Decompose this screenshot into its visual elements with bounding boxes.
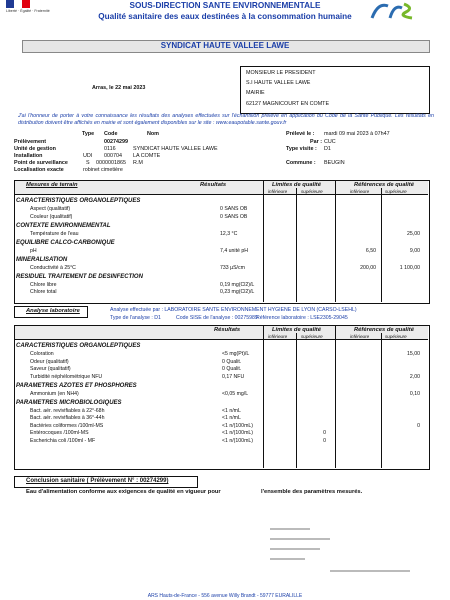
header-line-2: Qualité sanitaire des eaux destinées à la consommation humaine [98,12,352,21]
prelevement-value: 00274299 [104,139,128,145]
signature-block [270,520,420,576]
labo-col-resultats: Résultats [214,327,241,333]
terrain-sub-inf-1: inférieure [268,189,288,194]
labo-line-1: Analyse effectuée par : LABORATOIRE SANTE ENVIRONNEMENT HYGIENE DE LYON (CARSO-LSEHL) [110,307,357,313]
recipient-line-3: MAIRIE [246,90,265,96]
terrain-col-references: Références de qualité [354,182,414,188]
terrain-row-result: 7,4 unité pH [220,247,248,254]
labo-title: Analyse laboratoire [26,308,80,314]
terrain-row-result: 0 SANS OB [220,213,248,220]
terrain-row-result: 733 µS/cm [220,264,245,271]
labo-line-2c: Référence laboratoire : LSE2305-29045 [256,315,348,321]
labo-row-label: Bact. aér. revivifiables à 36°-44h [30,415,105,421]
labo-row-result: <1 n/mL [222,415,241,421]
labo-row-label: Bactéries coliformes /100ml-MS [30,422,104,429]
labo-row-label: Ammonium (en NH4) [30,390,79,397]
localisation-label: Localisation exacte [14,167,64,173]
labo-sub-sup-1: supérieure [301,334,323,339]
terrain-section-title: RESIDUEL TRAITEMENT DE DESINFECTION [16,273,143,280]
unite-label: Unité de gestion [14,146,56,152]
labo-row-result: 0 Qualit. [222,366,242,372]
labo-row-result: <1 n/(100mL) [222,437,253,444]
labo-row-label: Saveur (qualitatif) [30,366,71,372]
terrain-row-result: 0,19 mg(Cl2)/L [220,281,255,288]
conclusion-title: Conclusion sanitaire ( Prélèvement N° : 00274299) [26,478,169,484]
terrain-section-title: MINERALISATION [16,256,68,263]
terrain-row-label: Conductivité à 25°C [30,264,76,271]
labo-row-result: <5 mg(Pt)/L [222,351,250,357]
labo-row-label: Odeur (qualitatif) [30,358,69,365]
terrain-row-label: Chlore total [30,289,57,295]
terrain-row-ref-sup: 1 100,00 [399,264,420,271]
par-label: Par : [310,139,322,145]
labo-row-result: <1 n/mL [222,407,241,414]
labo-section-title: PARAMETRES AZOTES ET PHOSPHORES [16,382,137,389]
terrain-sub-sup-1: supérieure [301,189,323,194]
terrain-row-label: Chlore libre [30,281,57,288]
col-nom-header: Nom [147,131,159,137]
terrain-row-ref-sup: 9,00 [409,247,420,254]
recipient-line-1: MONSIEUR LE PRESIDENT [246,70,316,76]
ars-logo [368,0,418,20]
header-line-1: SOUS-DIRECTION SANTE ENVIRONNEMENTALE [129,1,321,10]
labo-section-title: PARAMETRES MICROBIOLOGIQUES [16,399,122,406]
terrain-row-ref-sup: 25,00 [407,230,420,237]
labo-line-2a: Type de l'analyse : D1 [110,315,161,321]
conclusion-text-a: Eau d'alimentation conforme aux exigences de qualité en vigueur pour [26,489,221,495]
labo-row-result: <0,05 mg/L [222,390,249,397]
terrain-row-ref-inf: 200,00 [360,264,376,271]
conclusion-text-b: l'ensemble des paramètres mesurés. [261,489,363,495]
labo-row-label: Coloration [30,351,54,357]
labo-row-ref-sup: 0 [417,422,420,429]
unite-code: 0116 [104,146,116,152]
unite-nom: SYNDICAT HAUTE VALLEE LAWE [133,146,218,152]
point-type: S [86,160,90,166]
installation-code: 000704 [104,153,122,159]
labo-section-title: CARACTERISTIQUES ORGANOLEPTIQUES [16,343,141,349]
terrain-row-result: 12,3 °C [220,230,238,237]
preleve-label: Prélevé le : [286,131,315,137]
labo-row-result: 0 Qualit. [222,358,242,365]
labo-sub-inf-1: inférieure [268,334,288,339]
labo-row-lim-sup: 0 [323,430,326,436]
terrain-row-result: 0,23 mg(Cl2)/L [220,289,255,295]
labo-col-limites: Limites de qualité [272,327,321,333]
terrain-title: Mesures de terrain [26,182,78,188]
labo-row-ref-sup: 15,00 [407,351,420,357]
terrain-section-title: CONTEXTE ENVIRONNEMENTAL [16,222,111,229]
preleve-value: mardi 09 mai 2023 à 07h47 [324,131,390,137]
installation-label: Installation [14,153,43,159]
point-nom: R.M [133,160,143,166]
terrain-section-title: CARACTERISTIQUES ORGANOLEPTIQUES [16,198,141,204]
terrain-col-limites: Limites de qualité [272,182,321,188]
labo-row-ref-sup: 0,10 [409,390,420,397]
syndicat-title: SYNDICAT HAUTE VALLEE LAWE [160,41,290,50]
visite-label: Type visite : [286,146,317,152]
point-label: Point de surveillance [14,160,68,166]
commune-label: Commune : [286,160,316,166]
terrain-row-label: Aspect (qualitatif) [30,206,71,212]
terrain-section-title: EQUILIBRE CALCO-CARBONIQUE [16,239,115,246]
visite-value: D1 [324,146,331,152]
labo-row-ref-sup: 2,00 [409,373,420,380]
ars-logo-text [368,0,369,1]
labo-row-label: Entérocoques /100ml-MS [30,430,89,436]
installation-nom: LA COMTE [133,153,161,159]
ars-logo-icon [368,0,418,20]
terrain-row-ref-inf: 6,50 [365,247,376,254]
labo-sub-sup-2: supérieure [385,334,407,339]
terrain-sub-sup-2: supérieure [385,189,407,194]
date-line: Arras, le 22 mai 2023 [92,85,146,91]
point-code: 0000001865 [96,160,126,166]
prelevement-label: Prélèvement [14,139,47,145]
commune-value: BEUGIN [324,160,345,166]
col-code-header: Code [104,131,118,137]
terrain-row-result: 0 SANS OB [220,206,248,212]
terrain-row-label: Couleur (qualitatif) [30,213,73,220]
localisation-value: robinet cimetière [83,167,123,173]
terrain-sub-inf-2: inférieure [350,189,370,194]
labo-row-result: <1 n/(100mL) [222,422,253,429]
recipient-line-4: 62127 MAGNICOURT EN COMTE [246,101,330,107]
intro-text: J'ai l'honneur de porter à votre connaissance les résultats des analyses effectuées sur l'échantillon prélevé en application du Code de la Santé Publique. Les résultats en distribution doivent être affichés en mairie et sont également disponibles sur le site : www.eaupotable.sante.gouv.fr [18,113,434,126]
labo-line-2b: Code SISE de l'analyse : 00275989 [176,315,258,321]
labo-row-lim-sup: 0 [323,437,326,444]
terrain-row-label: Température de l'eau [30,230,79,237]
labo-row-result: <1 n/(100mL) [222,430,253,436]
installation-type: UDI [83,153,93,159]
labo-col-references: Références de qualité [354,327,414,333]
col-type-header: Type [82,131,95,137]
terrain-row-label: pH [30,247,37,254]
footer-text: ARS Hauts-de-France - 556 avenue Willy Brandt - 59777 EURALILLE [147,593,303,599]
labo-row-label: Escherichia coli /100ml - MF [30,437,96,444]
labo-row-result: 0,17 NFU [222,373,245,380]
terrain-col-resultats: Résultats [200,182,227,188]
recipient-line-2: S.I HAUTE VALLEE LAWE [246,80,311,86]
labo-sub-inf-2: inférieure [350,334,370,339]
republique-motto: Liberté · Égalité · Fraternité [6,9,50,13]
par-value: CUC [324,139,336,145]
labo-row-label: Bact. aér. revivifiables à 22°-68h [30,407,105,414]
labo-row-label: Turbidité néphélométrique NFU [30,373,103,380]
